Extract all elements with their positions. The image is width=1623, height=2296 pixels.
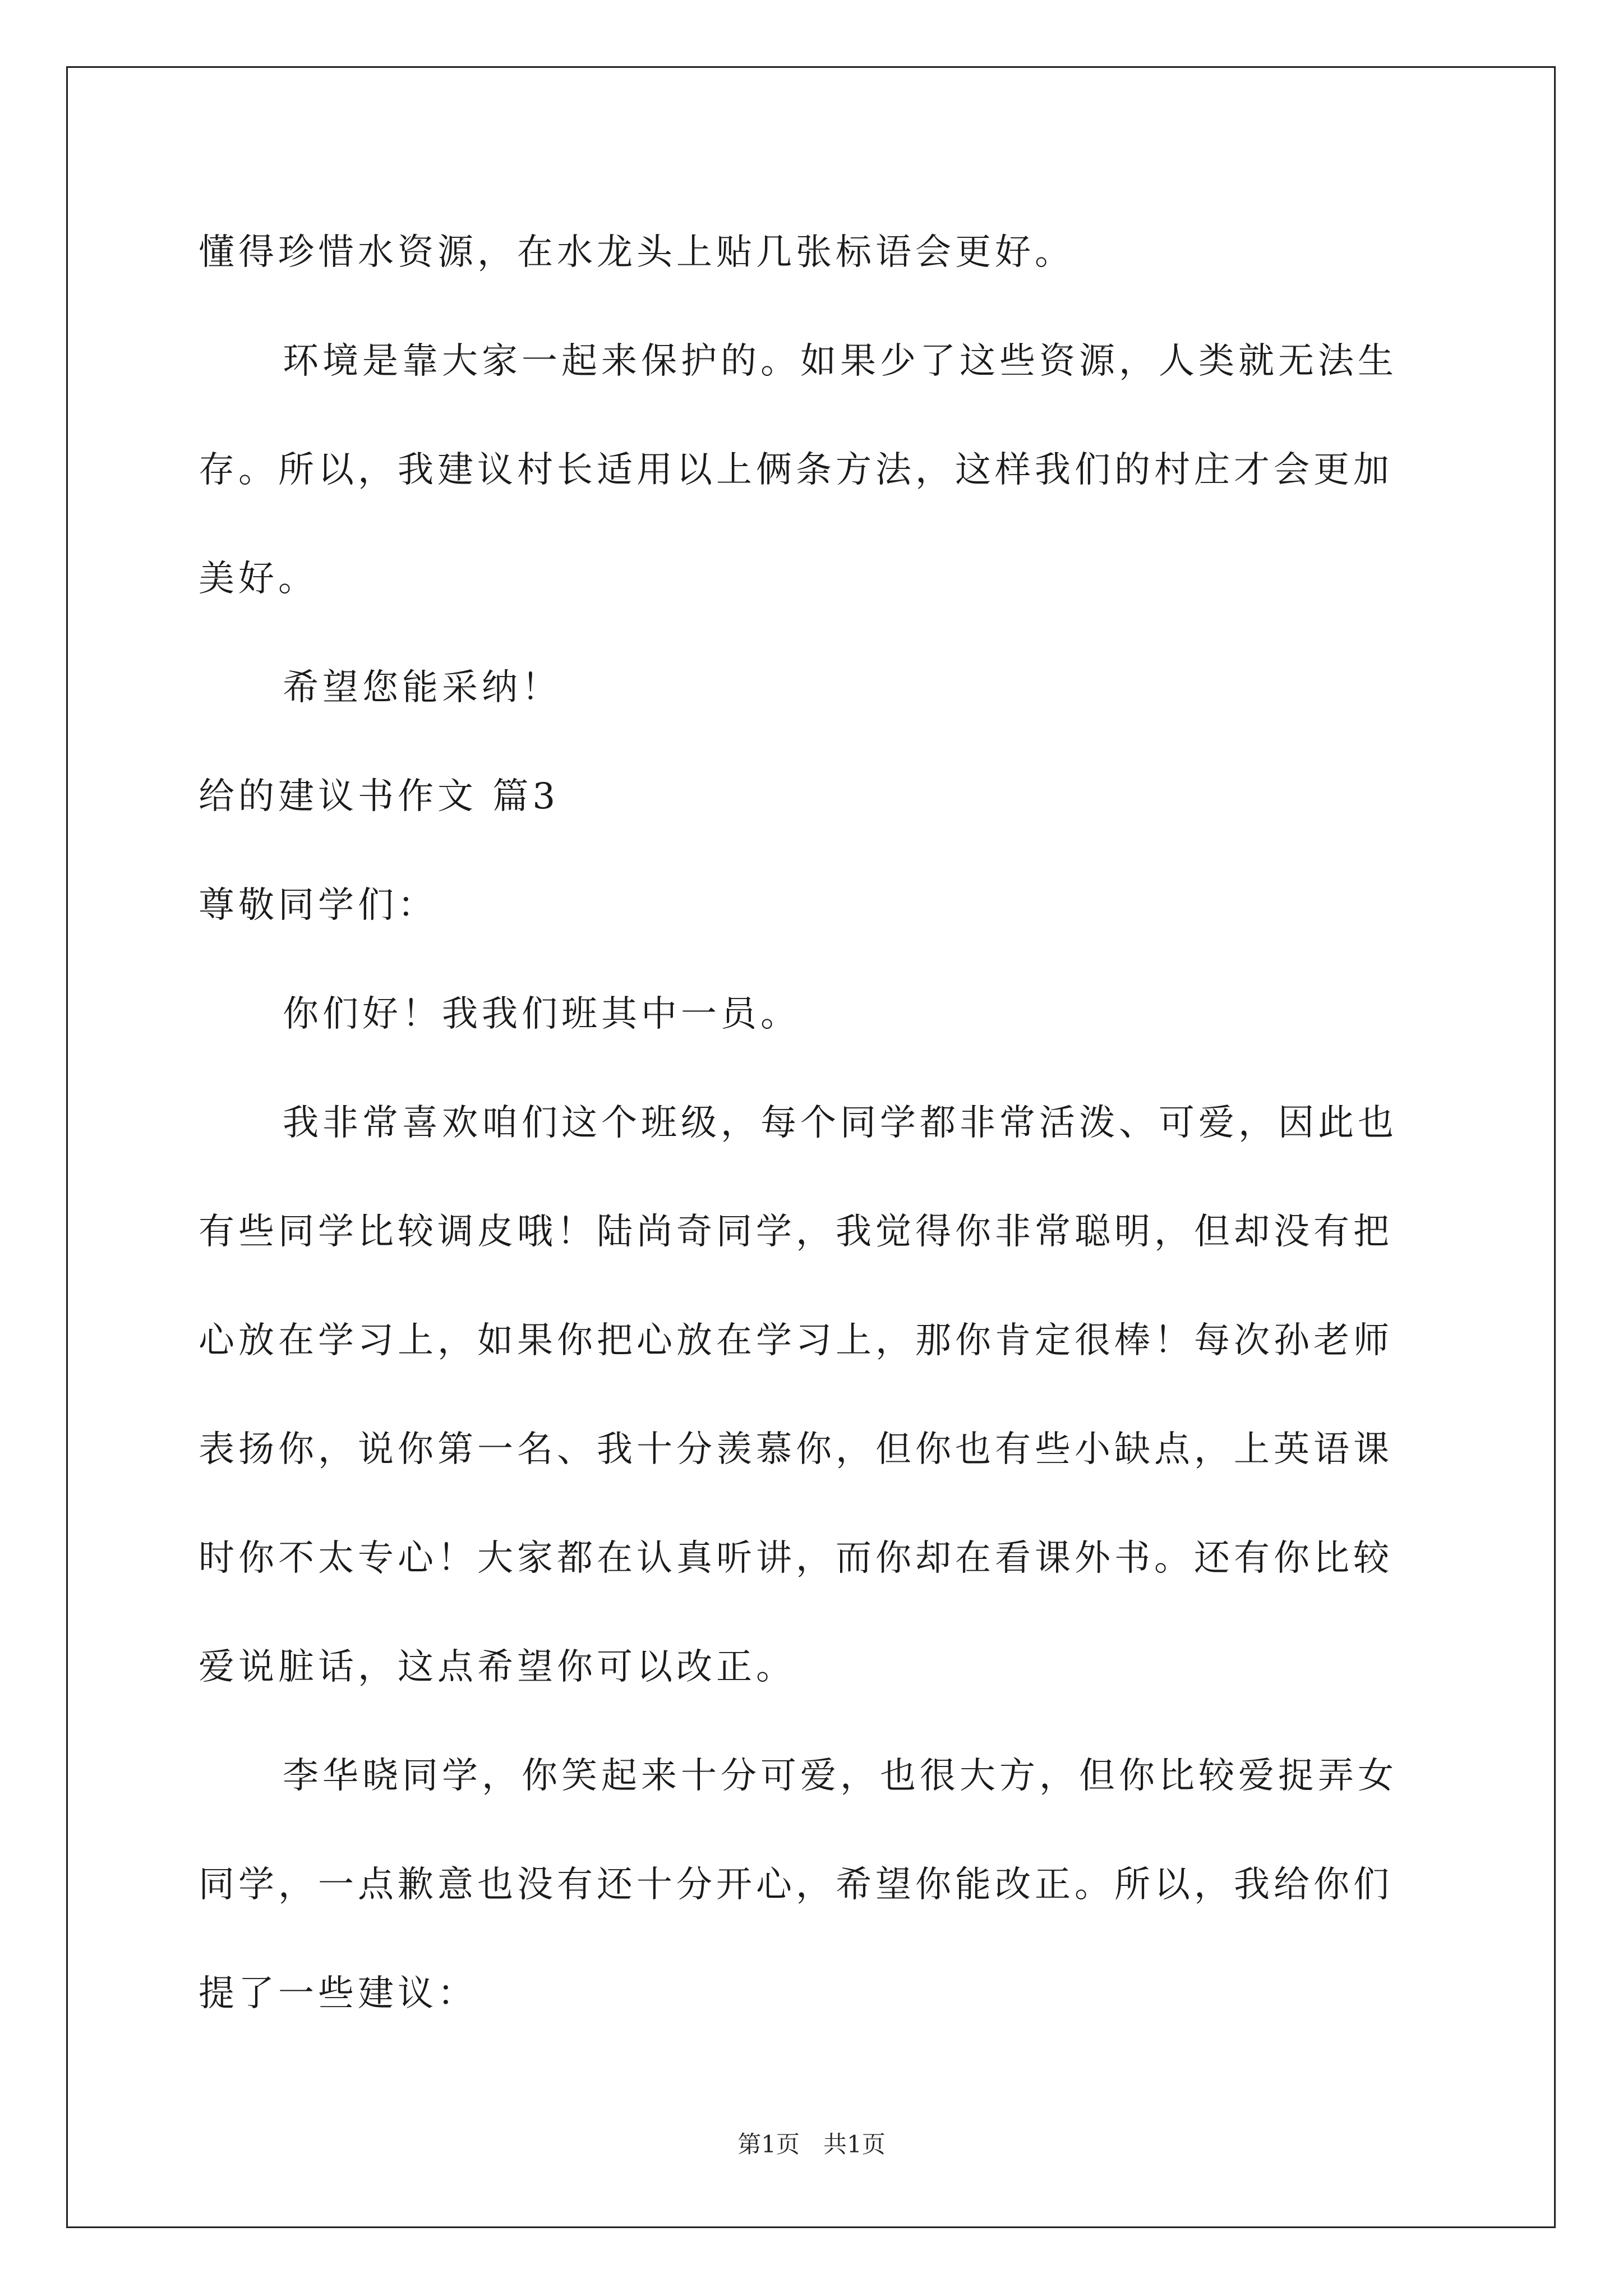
section-heading: 给的建议书作文 篇3: [199, 776, 560, 817]
text-line-11: 心放在学习上，如果你把心放在学习上，那你肯定很棒！每次孙老师: [199, 1320, 1393, 1361]
text-line-10: 有些同学比较调皮哦！陆尚奇同学，我觉得你非常聪明，但却没有把: [199, 1211, 1393, 1253]
text-line-1: 懂得珍惜水资源，在水龙头上贴几张标语会更好。: [199, 232, 1075, 273]
text-line-5: 希望您能采纳！: [283, 667, 561, 708]
text-line-12: 表扬你，说你第一名、我十分羡慕你，但你也有些小缺点，上英语课: [199, 1429, 1393, 1470]
text-line-17: 提了一些建议：: [199, 1973, 477, 2014]
text-line-16: 同学，一点歉意也没有还十分开心，希望你能改正。所以，我给你们: [199, 1864, 1393, 1906]
text-line-2: 环境是靠大家一起来保护的。如果少了这些资源，人类就无法生: [283, 341, 1398, 382]
text-line-4: 美好。: [199, 558, 318, 600]
text-line-9: 我非常喜欢咱们这个班级，每个同学都非常活泼、可爱，因此也: [283, 1102, 1398, 1144]
text-line-3: 存。所以，我建议村长适用以上俩条方法，这样我们的村庄才会更加: [199, 449, 1393, 491]
salutation: 尊敬同学们：: [199, 885, 437, 926]
text-line-8: 你们好！我我们班其中一员。: [283, 993, 800, 1035]
page-footer: 第1页 共1页: [737, 2131, 886, 2158]
text-line-13: 时你不太专心！大家都在认真听讲，而你却在看课外书。还有你比较: [199, 1538, 1393, 1579]
text-line-14: 爱说脏话，这点希望你可以改正。: [199, 1646, 796, 1688]
text-line-15: 李华晓同学，你笑起来十分可爱，也很大方，但你比较爱捉弄女: [283, 1755, 1398, 1797]
